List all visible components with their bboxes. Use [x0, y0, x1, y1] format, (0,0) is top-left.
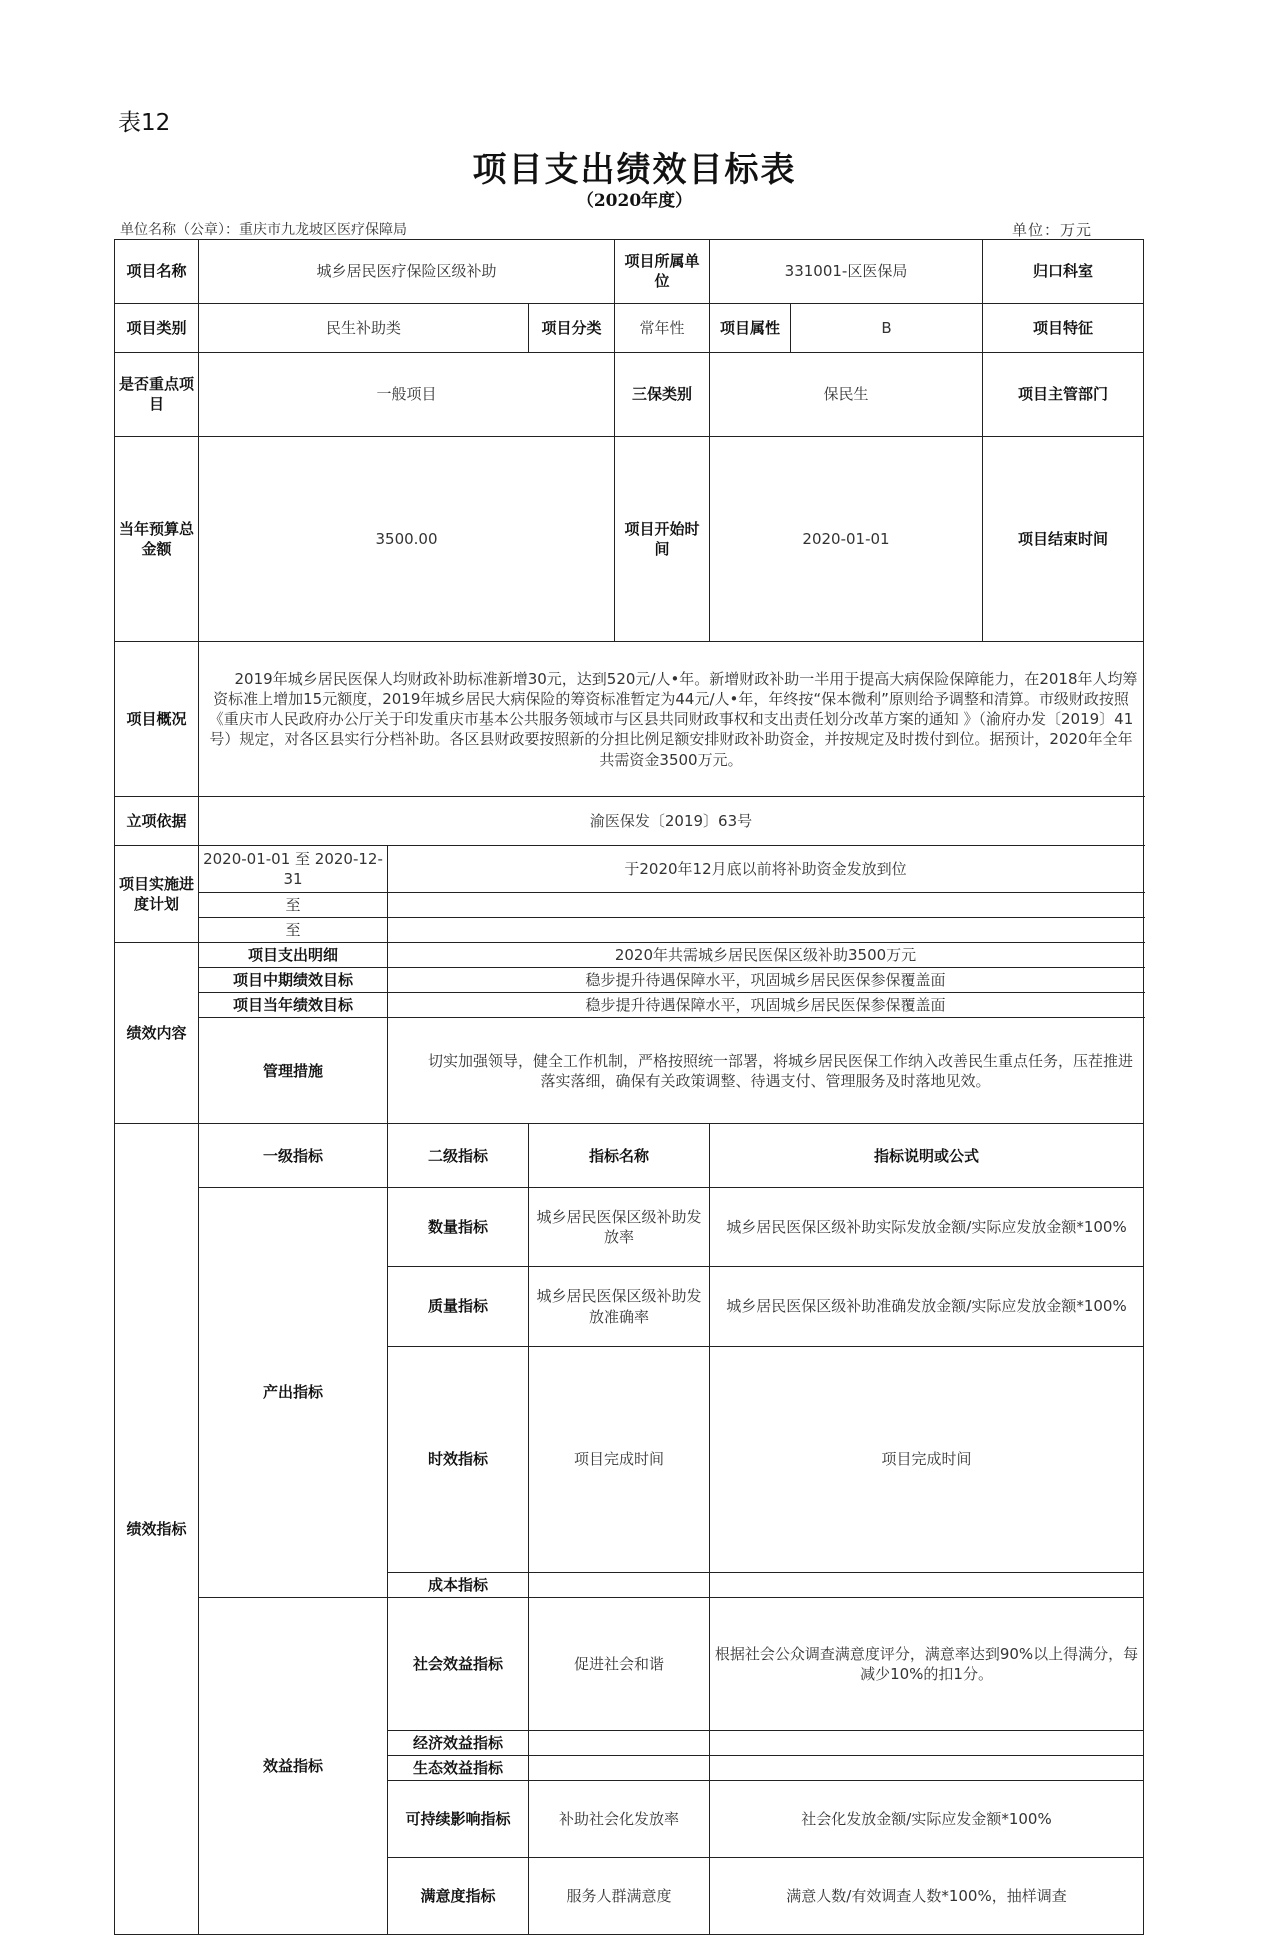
measures-label: 管理措施 — [199, 1018, 388, 1124]
level2-label: 数量指标 — [388, 1188, 529, 1267]
page-title: 项目支出绩效目标表 — [472, 150, 797, 190]
schedule-content — [388, 918, 1144, 943]
budget-value: 3500.00 — [199, 436, 615, 642]
schedule-content — [388, 893, 1144, 918]
indicator-desc: 根据社会公众调查满意度评分，满意率达到90%以上得满分，每减少10%的扣1分。 — [710, 1597, 1144, 1730]
sanbao-value: 保民生 — [710, 352, 983, 436]
annual-target-value: 稳步提升待遇保障水平，巩固城乡居民医保参保覆盖面 — [388, 993, 1144, 1018]
schedule-period: 至 — [199, 918, 388, 943]
detail-label: 项目支出明细 — [199, 943, 388, 968]
indicator-desc: 满意人数/有效调查人数*100%，抽样调查 — [710, 1857, 1144, 1934]
owner-unit-label: 项目所属单位 — [615, 240, 710, 304]
level2-label: 成本指标 — [388, 1572, 529, 1597]
perf-content-label: 绩效内容 — [115, 943, 199, 1124]
class-value: 常年性 — [615, 303, 710, 352]
indicator-header-row — [115, 1124, 1144, 1188]
level2-label: 质量指标 — [388, 1267, 529, 1347]
feature-label: 项目特征 — [983, 303, 1144, 352]
project-name-value: 城乡居民医疗保险区级补助 — [199, 240, 615, 304]
perf-measures-row — [115, 1018, 1144, 1124]
project-name-label: 项目名称 — [115, 240, 199, 304]
benefit-indicator-label: 效益指标 — [199, 1597, 388, 1934]
fiscal-year: （2020年度） — [576, 191, 693, 211]
start-label: 项目开始时间 — [615, 436, 710, 642]
indicator-name: 补助社会化发放率 — [529, 1780, 710, 1857]
indicator-desc — [710, 1730, 1144, 1755]
info-row-3 — [115, 352, 1144, 436]
owner-unit-value: 331001-区医保局 — [710, 240, 983, 304]
indicator-name: 促进社会和谐 — [529, 1597, 710, 1730]
attr-value: B — [791, 303, 983, 352]
manager-label: 项目主管部门 — [983, 352, 1144, 436]
info-row-4 — [115, 436, 1144, 642]
performance-target-table — [114, 239, 1144, 1935]
budget-label: 当年预算总金额 — [115, 436, 199, 642]
indicator-row — [115, 1597, 1144, 1730]
detail-value: 2020年共需城乡居民医保区级补助3500万元 — [388, 943, 1144, 968]
indicator-desc: 城乡居民医保区级补助实际发放金额/实际应发放金额*100% — [710, 1188, 1144, 1267]
category-value: 民生补助类 — [199, 303, 529, 352]
indicator-desc: 社会化发放金额/实际应发金额*100% — [710, 1780, 1144, 1857]
schedule-period: 2020-01-01 至 2020-12-31 — [199, 846, 388, 893]
info-row-1 — [115, 240, 1144, 304]
level2-label: 时效指标 — [388, 1347, 529, 1573]
perf-mid-row — [115, 968, 1144, 993]
level2-label: 社会效益指标 — [388, 1597, 529, 1730]
level2-label: 生态效益指标 — [388, 1755, 529, 1780]
indicator-name: 城乡居民医保区级补助发放准确率 — [529, 1267, 710, 1347]
basis-value: 渝医保发〔2019〕63号 — [199, 797, 1144, 846]
overview-label: 项目概况 — [115, 642, 199, 797]
currency-unit: 单位：万元 — [1012, 221, 1093, 239]
column-header: 指标名称 — [529, 1124, 710, 1188]
sanbao-label: 三保类别 — [615, 352, 710, 436]
overview-text: 2019年城乡居民医保人均财政补助标准新增30元，达到520元/人•年。新增财政补助一半用于提高大病保险保障能力，在2018年人均筹资标准上增加15元额度，2019年城乡居民大病保险的筹资标准暂定为44元/人•年，年终按“保本微利”原则给予调整和清算。市级财政按照《重庆市人民政府办公厅关于印发重庆市基本公共服务领域市与区县共同财政事权和支出责任划分改革方案的通知 》（渝府办发〔2019〕41号）规定，对各区县实行分档补助。各区县财政要按照新的分担比例足额安排财政补助资金，并按规定及时拨付到位。据预计，2020年全年共需资金3500万元。 — [199, 642, 1144, 797]
mid-target-value: 稳步提升待遇保障水平，巩固城乡居民医保参保覆盖面 — [388, 968, 1144, 993]
indicator-desc — [710, 1572, 1144, 1597]
indicator-name: 城乡居民医保区级补助发放率 — [529, 1188, 710, 1267]
indicator-name — [529, 1730, 710, 1755]
dept-label: 归口科室 — [983, 240, 1144, 304]
perf-detail-row — [115, 943, 1144, 968]
level2-label: 可持续影响指标 — [388, 1780, 529, 1857]
schedule-row — [115, 918, 1144, 943]
indicator-row — [115, 1188, 1144, 1267]
key-project-value: 一般项目 — [199, 352, 615, 436]
schedule-row — [115, 893, 1144, 918]
overview-row — [115, 642, 1144, 797]
key-project-label: 是否重点项目 — [115, 352, 199, 436]
indicator-desc: 城乡居民医保区级补助准确发放金额/实际应发放金额*100% — [710, 1267, 1144, 1347]
annual-target-label: 项目当年绩效目标 — [199, 993, 388, 1018]
mid-target-label: 项目中期绩效目标 — [199, 968, 388, 993]
column-header: 一级指标 — [199, 1124, 388, 1188]
output-indicator-label: 产出指标 — [199, 1188, 388, 1598]
indicator-desc: 项目完成时间 — [710, 1347, 1144, 1573]
schedule-row — [115, 846, 1144, 893]
table-number: 表12 — [118, 110, 171, 136]
level2-label: 经济效益指标 — [388, 1730, 529, 1755]
unit-name: 单位名称（公章）：重庆市九龙坡区医疗保障局 — [120, 222, 407, 238]
start-value: 2020-01-01 — [710, 436, 983, 642]
column-header: 二级指标 — [388, 1124, 529, 1188]
perf-annual-row — [115, 993, 1144, 1018]
measures-text: 切实加强领导，健全工作机制，严格按照统一部署，将城乡居民医保工作纳入改善民生重点任务，压茬推进落实落细，确保有关政策调整、待遇支付、管理服务及时落地见效。 — [388, 1018, 1144, 1124]
level2-label: 满意度指标 — [388, 1857, 529, 1934]
schedule-content: 于2020年12月底以前将补助资金发放到位 — [388, 846, 1144, 893]
schedule-label: 项目实施进度计划 — [115, 846, 199, 943]
indicators-label: 绩效指标 — [115, 1124, 199, 1935]
indicator-desc — [710, 1755, 1144, 1780]
indicator-name: 项目完成时间 — [529, 1347, 710, 1573]
end-label: 项目结束时间 — [983, 436, 1144, 642]
basis-row — [115, 797, 1144, 846]
attr-label: 项目属性 — [710, 303, 791, 352]
indicator-name: 服务人群满意度 — [529, 1857, 710, 1934]
class-label: 项目分类 — [529, 303, 615, 352]
info-row-2 — [115, 303, 1144, 352]
category-label: 项目类别 — [115, 303, 199, 352]
indicator-name — [529, 1572, 710, 1597]
basis-label: 立项依据 — [115, 797, 199, 846]
column-header: 指标说明或公式 — [710, 1124, 1144, 1188]
indicator-name — [529, 1755, 710, 1780]
schedule-period: 至 — [199, 893, 388, 918]
